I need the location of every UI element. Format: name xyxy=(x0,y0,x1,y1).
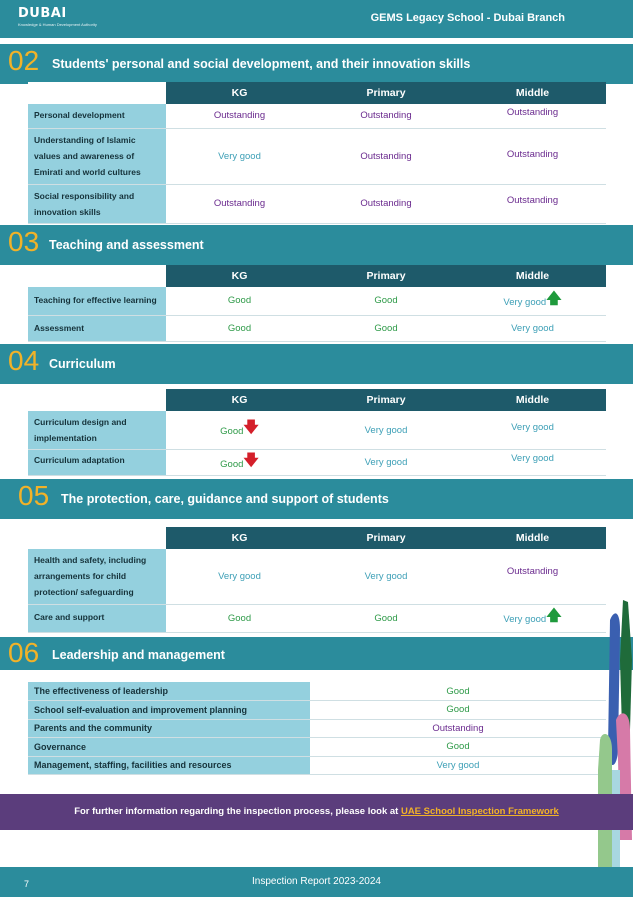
column-header-middle: Middle xyxy=(459,265,606,287)
rating-kg: Outstanding xyxy=(166,184,313,223)
row-label: Parents and the community xyxy=(28,719,310,738)
section-title: Leadership and management xyxy=(52,648,225,662)
rating-middle: Very good xyxy=(459,315,606,341)
top-header-bar xyxy=(0,0,633,38)
section-03-band xyxy=(0,225,633,265)
row-label: Personal development xyxy=(28,104,166,128)
dubai-logo xyxy=(18,6,97,27)
rating-kg: Good xyxy=(166,315,313,341)
rating-middle-cell xyxy=(459,287,606,315)
rating-primary: Outstanding xyxy=(313,184,459,223)
table-row xyxy=(28,738,606,757)
section-title: Students' personal and social development, and their innovation skills xyxy=(52,57,471,71)
rating-primary: Outstanding xyxy=(313,104,459,128)
rating-primary: Very good xyxy=(313,549,459,604)
table-row xyxy=(28,604,606,632)
row-label: Curriculum adaptation xyxy=(28,450,166,476)
column-header-primary: Primary xyxy=(313,389,459,411)
rating-middle: Outstanding xyxy=(459,128,606,184)
rating-middle: Very good xyxy=(459,411,606,450)
row-label: Assessment xyxy=(28,315,166,341)
school-name: GEMS Legacy School - Dubai Branch xyxy=(370,12,565,24)
rating-primary: Very good xyxy=(313,450,459,476)
table-header-row xyxy=(28,82,606,104)
section-02-band xyxy=(0,44,633,84)
row-label: Social responsibility and innovation skills xyxy=(28,184,166,223)
report-title: Inspection Report 2023-2024 xyxy=(252,876,381,887)
section-number: 04 xyxy=(8,345,40,376)
rating-kg: Good xyxy=(220,458,244,470)
rating-middle: Outstanding xyxy=(459,549,606,604)
section-number: 02 xyxy=(8,45,40,76)
row-label: Understanding of Islamic values and awareness of Emirati and world cultures xyxy=(28,128,166,184)
table-row xyxy=(28,184,606,223)
rating-middle: Very good xyxy=(503,296,547,308)
table-row xyxy=(28,756,606,775)
column-header-primary: Primary xyxy=(313,265,459,287)
table-row xyxy=(28,287,606,315)
rating-middle: Very good xyxy=(503,614,547,625)
logo-text: DUBAI xyxy=(18,6,67,21)
table-row xyxy=(28,549,606,604)
row-label: Teaching for effective learning xyxy=(28,287,166,315)
rating-middle: Very good xyxy=(459,450,606,476)
rating-kg: Very good xyxy=(166,549,313,604)
rating-middle: Outstanding xyxy=(459,104,606,128)
row-label: Care and support xyxy=(28,604,166,632)
down-arrow-icon: 🡇 xyxy=(243,419,259,436)
table-row xyxy=(28,128,606,184)
down-arrow-icon: 🡇 xyxy=(243,451,259,469)
column-header-kg: KG xyxy=(166,82,313,104)
up-arrow-icon: 🡅 xyxy=(546,289,562,307)
column-header-middle: Middle xyxy=(459,389,606,411)
footer-text: For further information regarding the inspection process, please look at xyxy=(74,806,399,817)
section-title: Curriculum xyxy=(49,357,116,371)
section-04-table xyxy=(28,389,606,476)
section-title: The protection, care, guidance and support of students xyxy=(61,492,389,506)
rating-middle: Outstanding xyxy=(459,184,606,223)
table-row xyxy=(28,701,606,720)
row-label: Governance xyxy=(28,738,310,757)
rating-value: Good xyxy=(310,682,606,701)
rating-value: Outstanding xyxy=(310,719,606,738)
rating-primary: Good xyxy=(313,604,459,632)
column-header-middle: Middle xyxy=(459,527,606,549)
column-header-primary: Primary xyxy=(313,82,459,104)
section-03-table xyxy=(28,265,606,342)
rating-kg: Very good xyxy=(166,128,313,184)
section-05-table xyxy=(28,527,606,633)
section-02-table xyxy=(28,82,606,224)
rating-kg: Good xyxy=(220,426,244,437)
column-header-kg: KG xyxy=(166,527,313,549)
rating-primary: Very good xyxy=(313,411,459,450)
rating-kg: Good xyxy=(166,287,313,315)
rating-kg-cell xyxy=(166,411,313,450)
table-row xyxy=(28,315,606,341)
row-label: The effectiveness of leadership xyxy=(28,682,310,701)
section-number: 05 xyxy=(18,480,50,511)
further-info-text xyxy=(0,806,633,817)
page-footer-bar xyxy=(0,867,633,897)
further-info-banner xyxy=(0,794,633,830)
up-arrow-icon: 🡅 xyxy=(546,607,562,624)
row-label: Management, staffing, facilities and resources xyxy=(28,756,310,775)
column-header-kg: KG xyxy=(166,265,313,287)
inspection-framework-link[interactable]: UAE School Inspection Framework xyxy=(400,806,559,817)
table-row xyxy=(28,411,606,450)
column-header-primary: Primary xyxy=(313,527,459,549)
rating-kg-cell xyxy=(166,450,313,476)
section-title: Teaching and assessment xyxy=(49,238,204,252)
rating-middle-cell xyxy=(459,604,606,632)
logo-subtext: Knowledge & Human Development Authority xyxy=(18,22,97,27)
table-header-row xyxy=(28,527,606,549)
section-04-band xyxy=(0,344,633,384)
section-06-table xyxy=(28,682,606,775)
table-row xyxy=(28,450,606,476)
rating-kg: Good xyxy=(166,604,313,632)
section-06-band xyxy=(0,637,633,670)
rating-primary: Outstanding xyxy=(313,128,459,184)
table-row xyxy=(28,719,606,738)
rating-value: Good xyxy=(310,738,606,757)
row-label: Health and safety, including arrangements for child protection/ safeguarding xyxy=(28,549,166,604)
section-number: 06 xyxy=(8,637,40,668)
rating-value: Good xyxy=(310,701,606,720)
section-number: 03 xyxy=(8,226,40,257)
table-header-row xyxy=(28,389,606,411)
table-header-row xyxy=(28,265,606,287)
table-row xyxy=(28,682,606,701)
row-label: School self-evaluation and improvement planning xyxy=(28,701,310,720)
table-row xyxy=(28,104,606,128)
row-label: Curriculum design and implementation xyxy=(28,411,166,450)
column-header-middle: Middle xyxy=(459,82,606,104)
page-number: 7 xyxy=(24,879,30,889)
section-05-band xyxy=(0,479,633,519)
rating-kg: Outstanding xyxy=(166,104,313,128)
rating-primary: Good xyxy=(313,287,459,315)
rating-primary: Good xyxy=(313,315,459,341)
rating-value: Very good xyxy=(310,756,606,775)
column-header-kg: KG xyxy=(166,389,313,411)
